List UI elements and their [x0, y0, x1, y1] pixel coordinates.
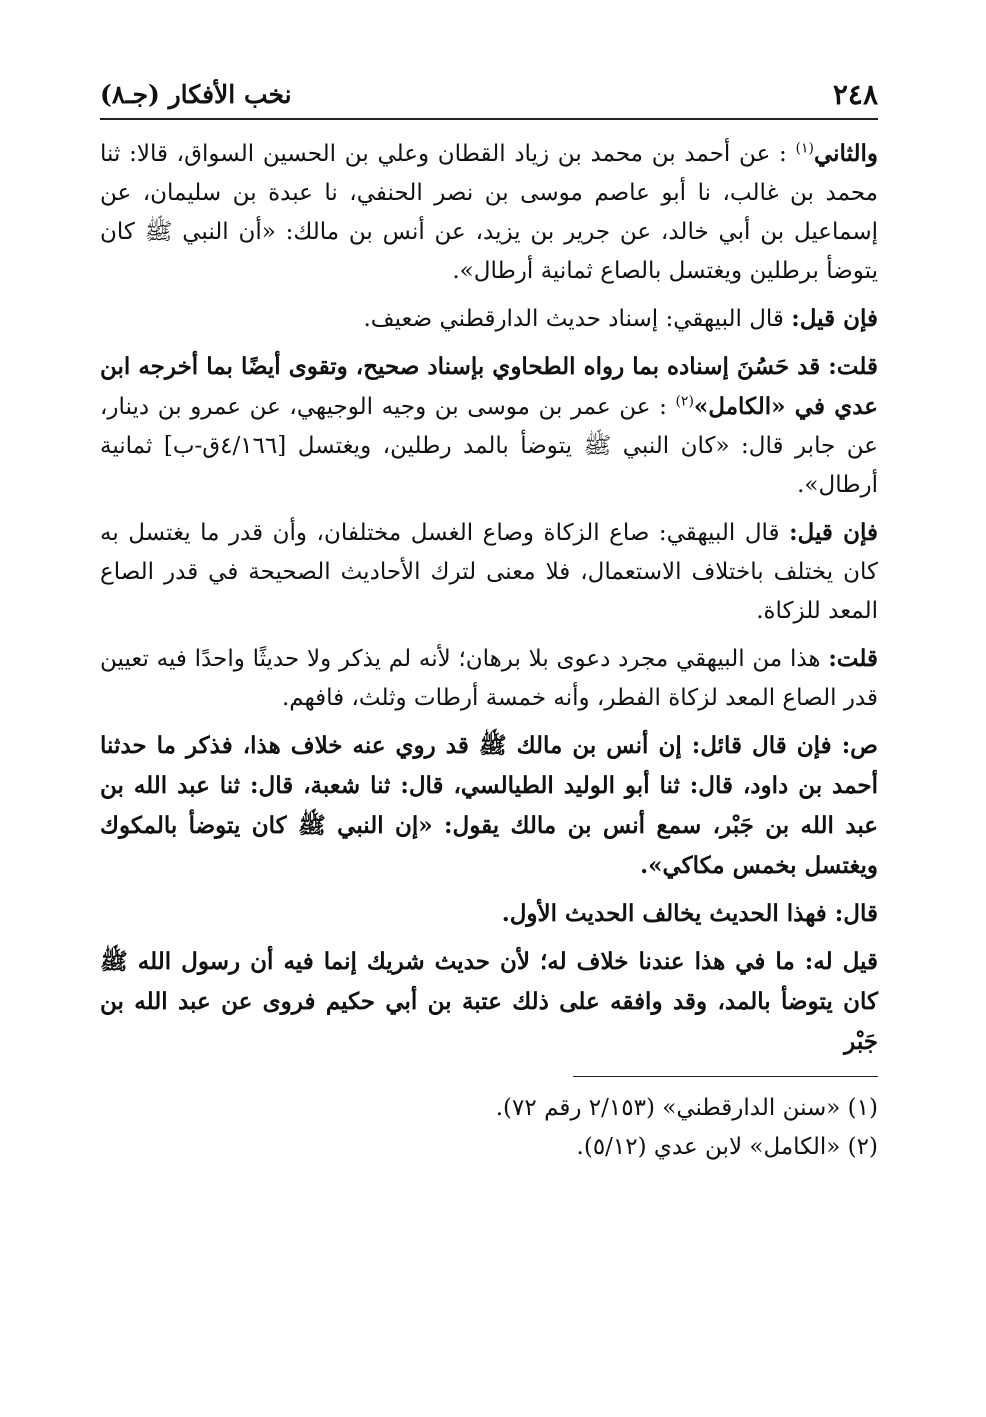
main-text	[100, 134, 878, 1062]
paragraph	[100, 134, 878, 291]
running-header	[100, 70, 878, 120]
footnote-ref: (١)	[795, 140, 814, 157]
footnote: (٢) «الكامل» لابن عدي (٥/١٢).	[576, 1134, 878, 1160]
paragraph-bold-text: ص: فإن قال قائل: إن أنس بن مالك ﷺ قد روي عنه خلاف هذا، فذكر ما حدثنا أحمد بن داود، قال: ثنا أبو الوليد الطيالسي، قال: ثنا شعبة، قال: ثنا عبد الله بن عبد الله بن جَبْر، سمع أنس بن مالك يقول: «إن النبي ﷺ كان يتوضأ بالمكوك ويغتسل بخمس مكاكي».	[100, 732, 878, 879]
book-title: نخب الأفكار (جـ٨)	[100, 79, 292, 109]
paragraph	[100, 942, 878, 1062]
paragraph-lead: والثاني	[813, 140, 879, 167]
paragraph-bold-text: قلت: قد حَسُنَ إسناده بما رواه الطحاوي بإسناد صحيح، وتقوى أيضًا بما أخرجه ابن عدي في «الكامل»	[100, 353, 879, 420]
footnote: (١) «سنن الدارقطني» (٢/١٥٣ رقم ٧٢).	[495, 1095, 878, 1121]
paragraph	[100, 347, 878, 505]
paragraph	[100, 726, 878, 886]
paragraph-lead: فإن قيل:	[791, 305, 878, 332]
paragraph	[100, 299, 878, 339]
footnote-ref: (٢)	[675, 393, 694, 410]
footnotes	[100, 1089, 878, 1167]
paragraph-bold-text: قال: فهذا الحديث يخالف الحديث الأول.	[501, 900, 878, 927]
paragraph-bold-text: قيل له: ما في هذا عندنا خلاف له؛ لأن حديث شريك إنما فيه أن رسول الله ﷺ كان يتوضأ بالمد، وقد وافقه على ذلك عتبة بن أبي حكيم فروى عن عبد الله بن جَبْر	[100, 948, 878, 1055]
page-number: ٢٤٨	[832, 77, 878, 111]
paragraph-text: : عن أحمد بن محمد بن زياد القطان وعلي بن الحسين السواق، قالا: ثنا محمد بن غالب، نا أبو عاصم موسى بن نصر الحنفي، نا عبدة بن سليمان، عن إسماعيل بن أبي خالد، عن جرير بن يزيد، عن أنس بن مالك: «أن النبي ﷺ كان يتوضأ برطلين ويغتسل بالصاع ثمانية أرطال».	[100, 141, 878, 284]
paragraph	[100, 894, 878, 934]
page	[100, 70, 878, 1167]
paragraph-text: قال البيهقي: صاع الزكاة وصاع الغسل مختلفان، وأن قدر ما يغتسل به كان يختلف باختلاف الاستعمال، فلا معنى لترك الأحاديث الصحيحة في قدر الصاع المعد للزكاة.	[100, 520, 878, 624]
paragraph	[100, 513, 878, 631]
paragraph-text: : عن عمر بن موسى بن وجيه الوجيهي، عن عمرو بن دينار، عن جابر قال: «كان النبي ﷺ يتوضأ بالمد رطلين، ويغتسل [٤/١٦٦ق-ب] ثمانية أرطال».	[100, 394, 878, 498]
paragraph-text: قال البيهقي: إسناد حديث الدارقطني ضعيف.	[363, 306, 784, 332]
paragraph-lead: فإن قيل:	[789, 519, 879, 546]
paragraph	[100, 639, 878, 718]
paragraph-text: هذا من البيهقي مجرد دعوى بلا برهان؛ لأنه لم يذكر ولا حديثًا واحدًا فيه تعيين قدر الصاع المعد لزكاة الفطر، وأنه خمسة أرطات وثلث، فافهم.	[100, 646, 878, 711]
paragraph-lead: قلت:	[828, 645, 878, 672]
footnote-divider	[573, 1076, 878, 1077]
